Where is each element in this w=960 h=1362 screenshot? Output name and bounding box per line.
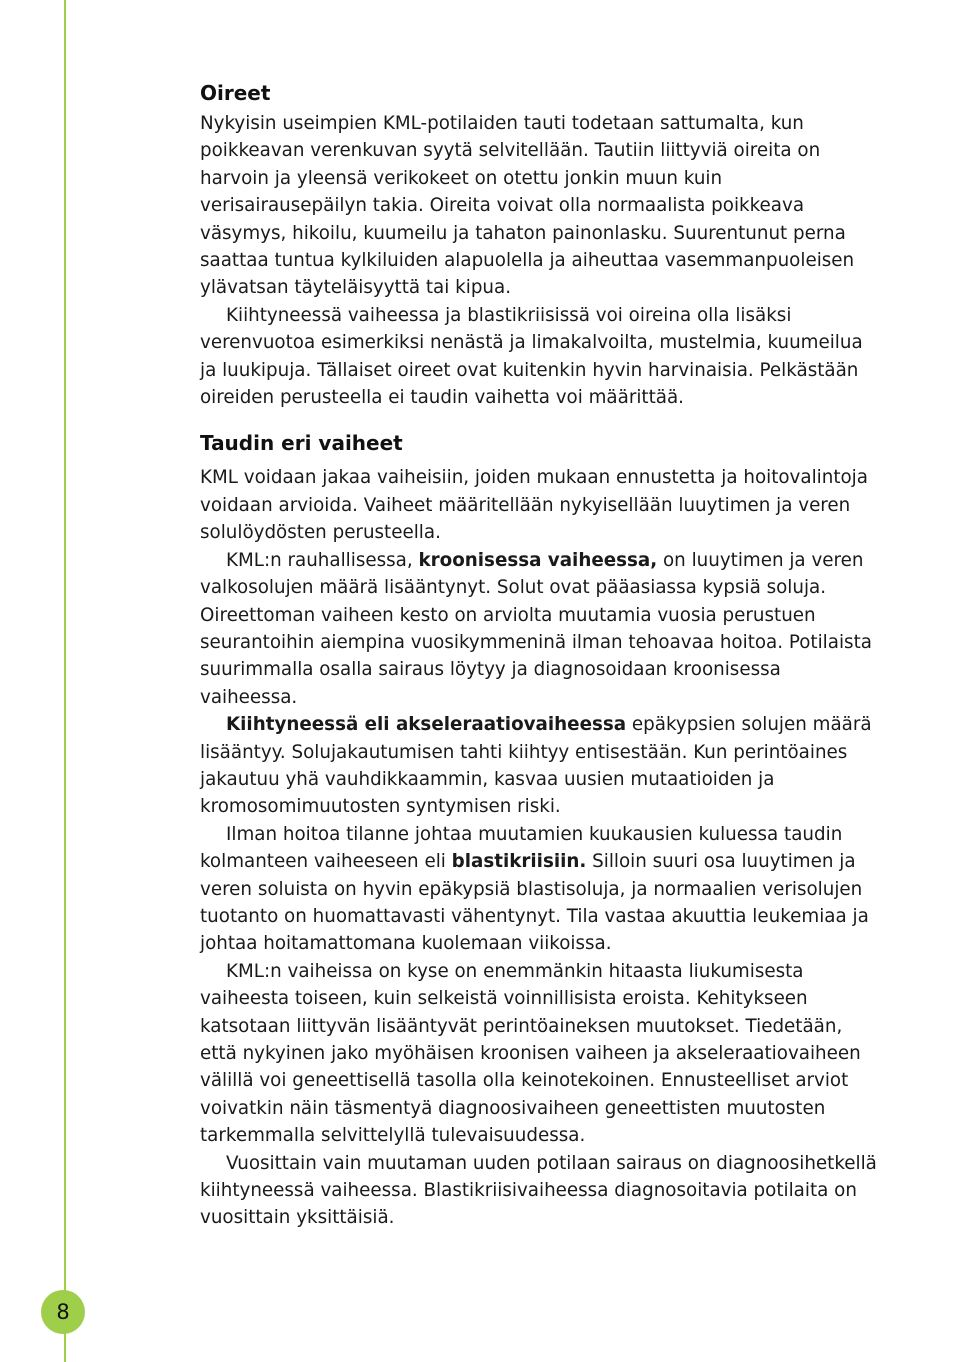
page-content bbox=[200, 78, 880, 1232]
text-span: epäkypsien solujen määrä lisääntyy. Solujakautumisen tahti kiihtyy entisestään. Kun perintöaines jakautuu yhä vauhdikkaammin, kasvaa uusien mutaatioiden ja kromosomimuutosten syntymisen riski. bbox=[200, 714, 872, 818]
paragraph: Nykyisin useimpien KML-potilaiden tauti todetaan sattumalta, kun poikkeavan verenkuvan syytä selvitellään. Tautiin liittyviä oireita on harvoin ja yleensä verikokeet on otettu jonkin muun kuin verisairausepäilyn takia. Oireita voivat olla normaalista poikkeava väsymys, hikoilu, kuumeilu ja tahaton painonlasku. Suurentunut perna saattaa tuntua kylkiluiden alapuolella ja aiheuttaa vasemmanpuoleisen ylävatsan täyteläisyyttä tai kipua. bbox=[200, 113, 855, 299]
page-number: 8 bbox=[56, 1300, 70, 1324]
text-span: Ilman hoitoa tilanne johtaa muutamien kuukausien kuluessa taudin kolmanteen vaiheeseen eli bbox=[200, 823, 843, 873]
text-span: KML:n rauhallisessa, bbox=[226, 549, 419, 571]
emphasis-accelerated-phase: Kiihtyneessä eli akseleraatiovaiheessa bbox=[226, 714, 627, 736]
paragraph: Vuosittain vain muutaman uuden potilaan sairaus on diagnoosihetkellä kiihtyneessä vaiheessa. Blastikriisivaiheessa diagnosoitavia potilaita on vuosittain yksittäisiä. bbox=[200, 1152, 877, 1229]
paragraph bbox=[200, 547, 880, 711]
section-heading-taudin-eri-vaiheet: Taudin eri vaiheet bbox=[200, 431, 403, 456]
paragraph: Kiihtyneessä vaiheessa ja blastikriisissä voi oireina olla lisäksi verenvuotoa esimerkiksi nenästä ja limakalvoilta, mustelmia, kuumeilua ja luukipuja. Tällaiset oireet ovat kuitenkin hyvin harvinaisia. Pelkästään oireiden perusteella ei taudin vaihetta voi määrittää. bbox=[200, 304, 863, 409]
emphasis-chronic-phase: kroonisessa vaiheessa, bbox=[418, 549, 658, 571]
page-number-badge bbox=[41, 1290, 85, 1334]
paragraph: KML:n vaiheissa on kyse on enemmänkin hitaasta liukumisesta vaiheesta toiseen, kuin selkeistä voinnillisista eroista. Kehitykseen katsotaan liittyvän lisääntyvät perintöaineksen muutokset. Tiedetään, että nykyinen jako myöhäisen kroonisen vaiheen ja akseleraatiovaiheen välillä voi geneettisellä tasolla olla keinotekoinen. Ennusteelliset arviot voivatkin näin täsmentyä diagnoosivaiheen geneettisten muutosten tarkemmalla selvittelyllä tulevaisuudessa. bbox=[200, 960, 861, 1147]
paragraph bbox=[200, 821, 880, 958]
emphasis-blast-crisis: blastikriisiin. bbox=[451, 851, 587, 873]
paragraph: KML voidaan jakaa vaiheisiin, joiden mukaan ennustetta ja hoitovalintoja voidaan arvioida. Vaiheet määritellään nykyisellään luuytimen ja veren solulöydösten perusteella. bbox=[200, 467, 868, 544]
section-heading-oireet: Oireet bbox=[200, 81, 271, 105]
text-span: Silloin suuri osa luuytimen ja veren soluista on hyvin epäkypsiä blastisoluja, ja normaalien verisolujen tuotanto on huomattavasti vähentynyt. Tila vastaa akuuttia leukemiaa ja johtaa hoitamattomana kuolemaan viikoissa. bbox=[200, 851, 869, 955]
margin-line bbox=[64, 0, 66, 1362]
text-span: on luuytimen ja veren valkosolujen määrä lisääntynyt. Solut ovat pääasiassa kypsiä soluja. Oireettoman vaiheen kesto on arviolta muutamia vuosia perustuen seurantoihin aiempina vuosikymmeninä ilman tehoavaa hoitoa. Potilaista suurimmalla osalla sairaus löytyy ja diagnosoidaan kroonisessa vaiheessa. bbox=[200, 549, 872, 708]
paragraph bbox=[200, 711, 880, 821]
